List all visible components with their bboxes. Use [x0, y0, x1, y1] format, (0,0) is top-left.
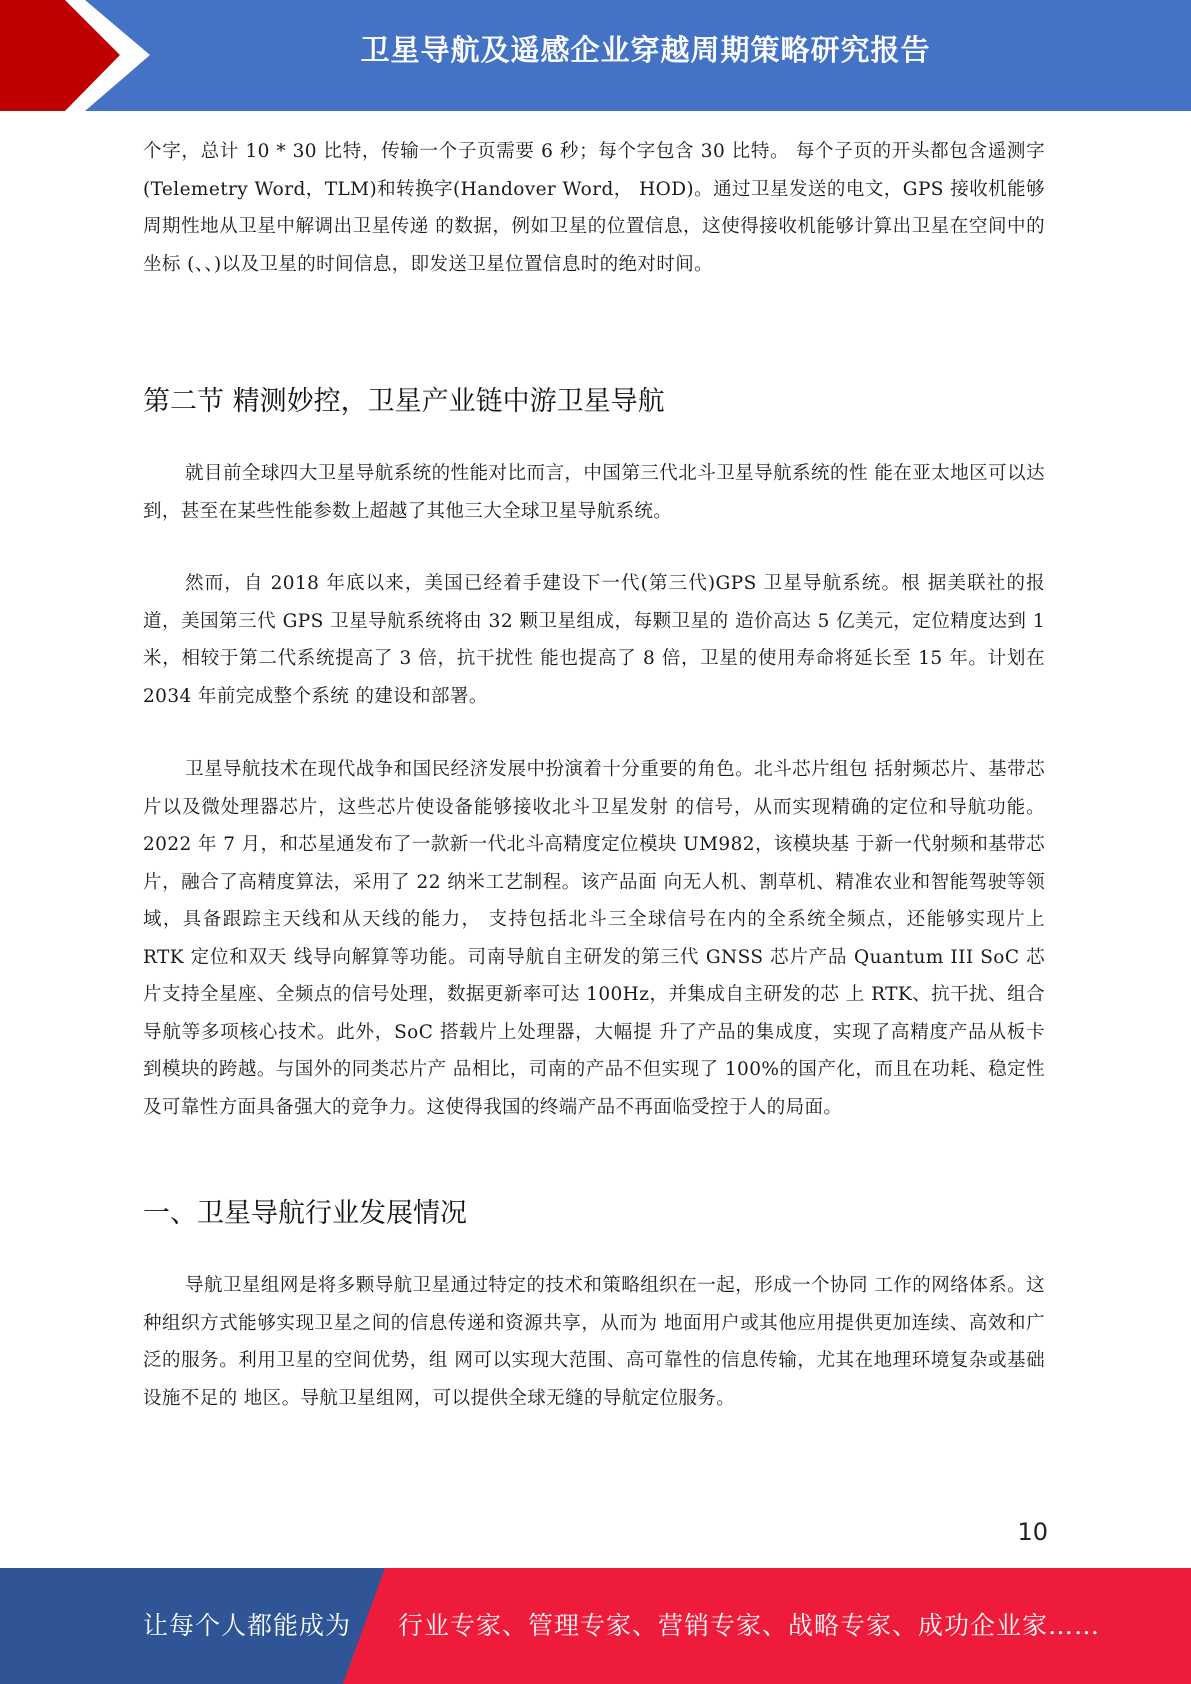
paragraph-3: 卫星导航技术在现代战争和国民经济发展中扮演着十分重要的角色。北斗芯片组包 括射频芯片、基带芯片以及微处理器芯片，这些芯片使设备能够接收北斗卫星发射 的信号，从而实现精确的定位和导航功能。 2022 年 7 月，和芯星通发布了一款新一代北斗高精度定位模块 UM982，该模块基 于新一代射频和基带芯片，融合了高精度算法，采用了 22 纳米工艺制程。该产品面 向无人机、割草机、精准农业和智能驾驶等领域，具备跟踪主天线和从天线的能力， 支持包括北斗三全球信号在内的全系统全频点，还能够实现片上 RTK 定位和双天 线导向解算等功能。司南导航自主研发的第三代 GNSS 芯片产品 Quantum III SoC 芯 片支持全星座、全频点的信号处理，数据更新率可达 100Hz，并集成自主研发的芯 上 RTK、抗干扰、组合导航等多项核心技术。此外，SoC 搭载片上处理器，大幅提 升了产品的集成度，实现了高精度产品从板卡到模块的跨越。与国外的同类芯片产 品相比，司南的产品不但实现了 100%的国产化，而且在功耗、稳定性及可靠性方面具备强大的竞争力。这使得我国的终端产品不再面临受控于人的局面。 [143, 759, 1045, 1118]
paragraph-2: 然而，自 2018 年底以来，美国已经着手建设下一代(第三代)GPS 卫星导航系统。根 据美联社的报道，美国第三代 GPS 卫星导航系统将由 32 颗卫星组成，每颗卫星的 造价高达 5 亿美元，定位精度达到 1 米，相较于第二代系统提高了 3 倍，抗干扰性 能也提高了 8 倍，卫星的使用寿命将延长至 15 年。计划在 2034 年前完成整个系统 的建设和部署。 [143, 573, 1045, 707]
header-chevron-decoration [0, 0, 152, 111]
section-heading: 第二节 精测妙控，卫星产业链中游卫星导航 [143, 386, 665, 417]
page-header [0, 0, 1191, 111]
section-heading-block [143, 382, 1045, 422]
paragraph-3-block [143, 751, 1045, 1126]
subsection-heading: 一、卫星导航行业发展情况 [143, 1198, 467, 1229]
paragraph-4-block [143, 1267, 1045, 1417]
page-number: 10 [1017, 1518, 1048, 1546]
paragraph-4: 导航卫星组网是将多颗导航卫星通过特定的技术和策略组织在一起，形成一个协同 工作的网络体系。这种组织方式能够实现卫星之间的信息传递和资源共享，从而为 地面用户或其他应用提供更加连续、高效和广泛的服务。利用卫星的空间优势，组 网可以实现大范围、高可靠性的信息传输，尤其在地理环境复杂或基础设施不足的 地区。导航卫星组网，可以提供全球无缝的导航定位服务。 [143, 1275, 1045, 1409]
footer-slogan-right: 行业专家、管理专家、营销专家、战略专家、成功企业家…… [398, 1611, 1101, 1640]
subsection-heading-block [143, 1194, 1045, 1234]
intro-block [143, 133, 1045, 283]
footer-slogan-left: 让每个人都能成为 [143, 1611, 352, 1640]
paragraph-2-block [143, 565, 1045, 715]
report-title: 卫星导航及遥感企业穿越周期策略研究报告 [360, 33, 931, 67]
paragraph-1: 就目前全球四大卫星导航系统的性能对比而言，中国第三代北斗卫星导航系统的性 能在亚太地区可以达到，甚至在某些性能参数上超越了其他三大全球卫星导航系统。 [143, 463, 1045, 522]
paragraph-1-block [143, 455, 1045, 530]
page-footer [0, 1568, 1191, 1684]
intro-paragraph: 个字，总计 10 * 30 比特，传输一个子页需要 6 秒；每个字包含 30 比特。 每个子页的开头都包含遥测字(Telemetry Word，TLM)和转换字(Handover Word， HOD)。通过卫星发送的电文，GPS 接收机能够周期性地从卫星中解调出卫星传递 的数据，例如卫星的位置信息，这使得接收机能够计算出卫星在空间中的坐标 (、、)以及卫星的时间信息，即发送卫星位置信息时的绝对时间。 [143, 141, 1045, 275]
